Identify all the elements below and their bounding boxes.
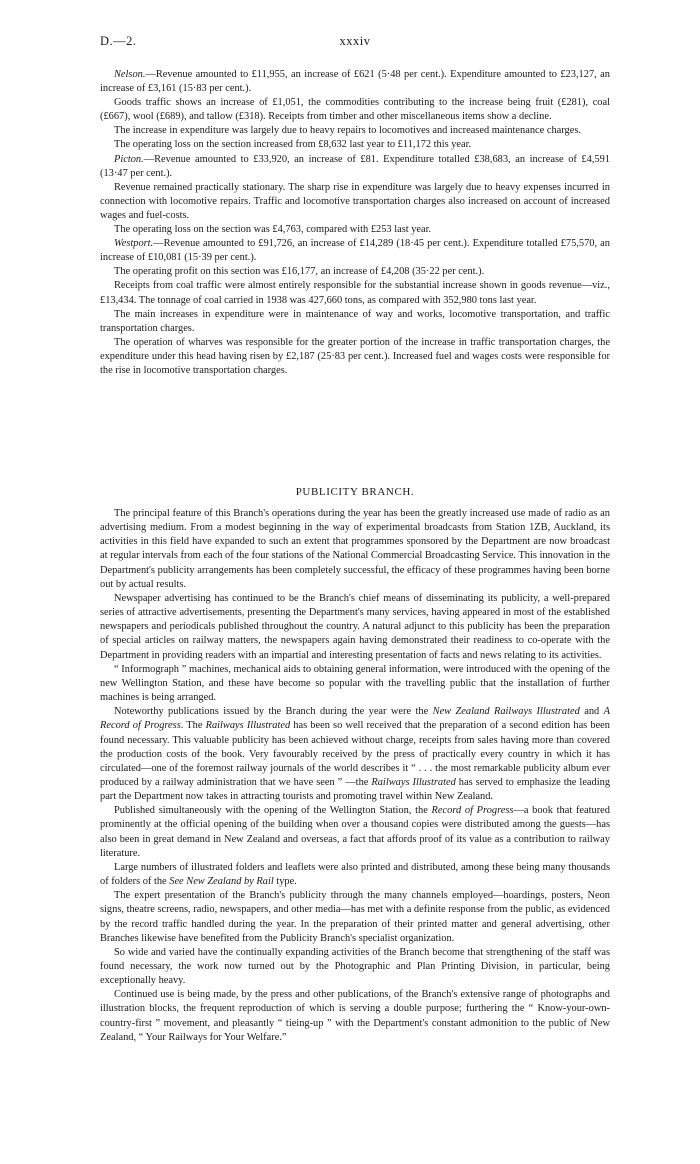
publication-title: Record of Progress <box>431 805 514 817</box>
page-number: xxxiv <box>339 34 371 48</box>
paragraph: The expert presentation of the Branch's publicity through the many channels employed—hoardings, posters, Neon signs, theatre screens, radio, newspapers, and other media—has met with a definite response from the public, as evidenced by the record traffic handled during the year. In the preparation of their printed matter and general advertising, other Branches likewise have benefited from the Publicity Branch's specialist organization. <box>100 890 610 944</box>
section-reports <box>100 68 610 378</box>
paragraph: So wide and varied have the continually expanding activities of the Branch become that strengthening of the staff was found necessary, the work now turned out by the Photographic and Plan Printing Division, in particular, being exceptionally heavy. <box>100 946 610 987</box>
paragraph: Published simultaneously with the opening of the Wellington Station, the Record of Progress—a book that featured prominently at the official opening of the building when over a thousand copies were distributed among the guests—has also been in great demand in New Zealand and overseas, a fact that affords proof of its value as a contribution to railway literature. <box>100 805 610 859</box>
paragraph: Westport.—Revenue amounted to £91,726, an increase of £14,289 (18·45 per cent.). Expenditure totalled £75,570, an increase of £10,081 (15·39 per cent.). <box>100 238 610 264</box>
paragraph: Receipts from coal traffic were almost entirely responsible for the substantial increase shown in goods revenue—viz., £13,434. The tonnage of coal carried in 1938 was 427,660 tons, as compared with 352,980 tons last year. <box>100 280 610 306</box>
publicity-branch-text <box>100 507 610 1045</box>
publication-title: A Record of Progress <box>100 706 611 732</box>
section-lead: Nelson. <box>114 69 146 80</box>
paragraph: Continued use is being made, by the press and other publications, of the Branch's extensive range of photographs and illustration blocks, the frequent reproduction of which is serving a double purpose; furthering the “ Know-your-own-country-first ” movement, and pleasantly “ tieing-up ” with the Department's constant admonition to the public of New Zealand, “ Your Railways for Your Welfare.” <box>100 989 610 1043</box>
paragraph: Large numbers of illustrated folders and leaflets were also printed and distributed, among these being many thousands of folders of the See New Zealand by Rail type. <box>100 861 610 888</box>
section-lead: Westport. <box>114 238 154 250</box>
paragraph: Noteworthy publications issued by the Branch during the year were the New Zealand Railways Illustrated and A Record of Progress. The Railways Illustrated has been so well received that the preparation of a second edition has been found necessary. This valuable publicity has been achieved without charge, receipts from sales having more than covered the production costs of the book. Very favourably received by the press of practically every country in which it has circulated—one of the foremost railway journals of the world describes it “ . . . the most remarkable publicity album ever produced by a railway administration that we have seen ” —the Railways Illustrated has served to emphasize the leading part the Department now takes in attracting tourists and promoting travel within New Zealand. <box>100 706 611 803</box>
publication-title: Railways Illustrated <box>205 720 291 732</box>
publication-title: See New Zealand by Rail <box>169 876 274 888</box>
paragraph: The main increases in expenditure were in maintenance of way and works, locomotive transportation, and traffic transportation charges. <box>100 308 610 334</box>
paragraph: The operating profit on this section was £16,177, an increase of £4,208 (35·22 per cent.). <box>114 266 485 278</box>
paragraph: Revenue remained practically stationary. The sharp rise in expenditure was largely due to heavy expenses incurred in connection with locomotive repairs. Traffic and locomotive transportation charges also increased on account of increased wages and fuel-costs. <box>100 181 610 221</box>
paragraph: The principal feature of this Branch's operations during the year has been the greatly increased use made of radio as an advertising medium. From a modest beginning in the way of experimental broadcasts from Station 1ZB, Auckland, its activities in this field have expanded to such an extent that programmes sponsored by the Department are now broadcast at regular intervals from each of the four stations of the National Commercial Broadcasting Service. This innovation in the Department's publicity arrangements has been completely successful, the efficacy of these programmes having been borne out by actual results. <box>100 508 610 590</box>
section-heading: PUBLICITY BRANCH. <box>295 486 415 498</box>
page-header <box>100 34 610 54</box>
publication-title: New Zealand Railways Illustrated <box>432 706 580 718</box>
document-reference: D.—2. <box>100 34 137 48</box>
paragraph: Newspaper advertising has continued to be the Branch's chief means of disseminating its publicity, a well-prepared series of attractive advertisements, presenting the Department's many services, having appeared in most of the established newspapers and periodicals published throughout the country. A natural adjunct to this publicity has been the preparation of special articles on railway matters, the newspapers again having demonstrated their readiness to co-operate with the Department in providing readers with an impartial and interesting presentation of facts and news relating to its activities. <box>100 592 610 661</box>
paragraph: “ Informograph ” machines, mechanical aids to obtaining general information, were introduced with the opening of the new Wellington Station, and these have become so popular with the travelling public that the installation of further machines is being arranged. <box>100 663 610 704</box>
paragraph: The operating loss on the section increased from £8,632 last year to £11,172 this year. <box>114 139 472 151</box>
paragraph: Nelson.—Revenue amounted to £11,955, an increase of £621 (5·48 per cent.). Expenditure amounted to £23,127, an increase of £3,161 (15·83 per cent.). <box>100 69 610 95</box>
section-lead: Picton. <box>114 153 144 165</box>
paragraph: The increase in expenditure was largely due to heavy repairs to locomotives and increased maintenance charges. <box>114 125 582 137</box>
paragraph: Goods traffic shows an increase of £1,051, the commodities contributing to the increase being fruit (£281), coal (£667), wool (£689), and tallow (£318). Receipts from timber and other miscellaneous items show a decline. <box>100 97 610 123</box>
paragraph: The operating loss on the section was £4,763, compared with £253 last year. <box>114 224 432 236</box>
publication-title: Railways Illustrated <box>371 776 456 788</box>
paragraph: The operation of wharves was responsible for the greater portion of the increase in traffic transportation charges, the expenditure under this head having risen by £2,187 (25·83 per cent.). Increased fuel and wages costs were responsible for the rise in locomotive transportation charges. <box>100 336 610 376</box>
paragraph: Picton.—Revenue amounted to £33,920, an increase of £81. Expenditure totalled £38,683, an increase of £4,591 (13·47 per cent.). <box>100 153 610 179</box>
